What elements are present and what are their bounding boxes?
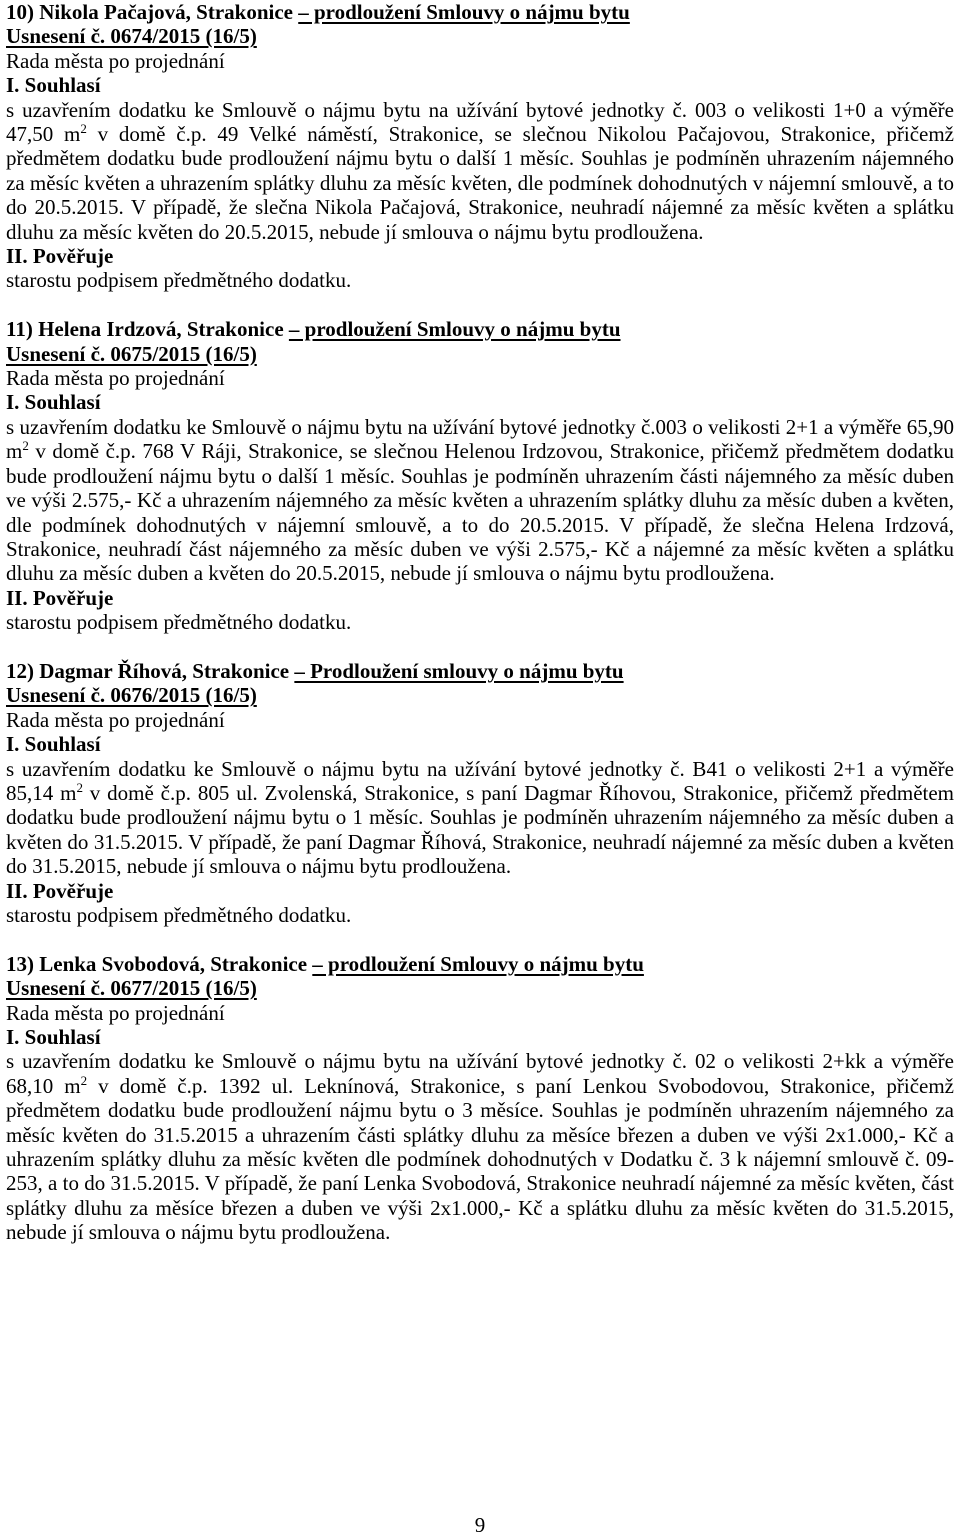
section-title: [6, 659, 954, 683]
resolution-number: Usnesení č. 0674/2015 (16/5): [6, 24, 257, 49]
resolution-section-13: [6, 952, 954, 1245]
part-two-heading: II. Pověřuje: [6, 878, 114, 903]
council-line: Rada města po projednání: [6, 366, 225, 391]
resolution-number: Usnesení č. 0675/2015 (16/5): [6, 341, 257, 366]
area-superscript: 2: [22, 438, 29, 454]
resolution-text-start: s uzavřením dodatku ke Smlouvě o nájmu bytu na užívání bytové jednotky č. 003 o velikosti 1+0 a výměře 47,50 m: [6, 97, 954, 147]
resolution-text: [6, 1049, 954, 1244]
section-title: [6, 317, 954, 341]
section-title-subject: – prodloužení Smlouvy o nájmu bytu: [288, 317, 621, 342]
part-two-text: starostu podpisem předmětného dodatku.: [6, 903, 352, 927]
section-title-subject: – Prodloužení smlouvy o nájmu bytu: [294, 658, 624, 683]
resolution-text-start: s uzavřením dodatku ke Smlouvě o nájmu bytu na užívání bytové jednotky č. 02 o velikosti 2+kk a výměře 68,10 m: [6, 1049, 954, 1098]
area-superscript: 2: [80, 121, 87, 137]
resolution-text-end: v domě č.p. 1392 ul. Leknínová, Strakonice, s paní Lenkou Svobodovou, Strakonice, přičemž předmětem dodatku bude prodloužení nájmu bytu o 3 měsíce. Souhlas je podmíněn uhrazením nájemného za měsíc květen do 31.5.2015 a uhrazením části splátky dluhu za měsíce březen a duben ve výši 2x1.000,- Kč a uhrazením splátky dluhu za měsíc květen dle podmínek dohodnutých v Dodatku č. 3 k nájemní smlouvě č. 09-253, a to do 31.5.2015. V případě, že paní Lenka Svobodová, Strakonice neuhradí nájemné za měsíc květen, část splátky dluhu za měsíce březen a duben ve výši 2x1.000,- Kč a splátku dluhu za měsíc květen do 31.5.2015, nebude jí smlouva o nájmu bytu prodloužena.: [6, 1073, 954, 1245]
resolution-text: [6, 757, 954, 879]
part-one-heading: I. Souhlasí: [6, 73, 101, 98]
section-title-subject: – prodloužení Smlouvy o nájmu bytu: [298, 0, 630, 24]
resolution-section-11: [6, 317, 954, 634]
council-line: Rada města po projednání: [6, 1000, 225, 1025]
part-one-heading: I. Souhlasí: [6, 1025, 101, 1050]
resolution-section-10: [6, 0, 954, 293]
resolution-text-start: s uzavřením dodatku ke Smlouvě o nájmu bytu na užívání bytové jednotky č. B41 o velikosti 2+1 a výměře 85,14 m: [6, 756, 954, 805]
resolution-text-end: v domě č.p. 768 V Ráji, Strakonice, se slečnou Helenou Irdzovou, Strakonice, přičemž předmětem dodatku bude prodloužení nájmu bytu o další 1 měsíc. Souhlas je podmíněn uhrazením části nájemného za měsíc duben ve výši 2.575,- Kč a uhrazením nájemného za měsíc květen a uhrazením splátky dluhu za měsíc duben a květen, dle podmínek dohodnutých v nájemní smlouvě, a to do 20.5.2015. V případě, že slečna Helena Irdzová, Strakonice, neuhradí část nájemného za měsíc duben ve výši 2.575,- Kč a nájemné za měsíc květen a splátku dluhu za měsíc duben a květen do 20.5.2015, nebude jí smlouva o nájmu bytu prodloužena.: [6, 439, 954, 586]
resolution-text-end: v domě č.p. 49 Velké náměstí, Strakonice, se slečnou Nikolou Pačajovou, Strakonice, přičemž předmětem dodatku bude prodloužení nájmu bytu o další 1 měsíc. Souhlas je podmíněn uhrazením nájemného za měsíc květen a uhrazením splátky dluhu za měsíc květen, dle podmínek dohodnutých v nájemní smlouvě, a to do 20.5.2015. V případě, že slečna Nikola Pačajová, Strakonice, neuhradí nájemné za měsíc květen a splátku dluhu za měsíc květen do 20.5.2015, nebude jí smlouva o nájmu bytu prodloužena.: [6, 122, 954, 244]
area-superscript: 2: [76, 779, 83, 795]
spacer: [6, 927, 954, 951]
resolution-number: Usnesení č. 0677/2015 (16/5): [6, 976, 257, 1001]
council-line: Rada města po projednání: [6, 707, 225, 732]
spacer: [6, 293, 954, 317]
council-line: Rada města po projednání: [6, 48, 225, 73]
section-title-name: 10) Nikola Pačajová, Strakonice: [6, 0, 299, 24]
resolution-text-start: s uzavřením dodatku ke Smlouvě o nájmu bytu na užívání bytové jednotky č.003 o velikosti 2+1 a výměře 65,90 m: [6, 414, 954, 464]
section-title-name: 12) Dagmar Říhová, Strakonice: [6, 658, 295, 683]
resolution-text: [6, 98, 954, 244]
resolution-text: [6, 415, 954, 586]
spacer: [6, 635, 954, 659]
section-title-name: 13) Lenka Svobodová, Strakonice: [6, 951, 313, 976]
part-two-text: starostu podpisem předmětného dodatku.: [6, 268, 352, 293]
part-two-heading: II. Pověřuje: [6, 585, 114, 610]
page-number: 9: [474, 1513, 486, 1537]
area-superscript: 2: [80, 1072, 88, 1088]
part-two-heading: II. Pověřuje: [6, 244, 114, 269]
resolution-number: Usnesení č. 0676/2015 (16/5): [6, 683, 257, 708]
section-title-name: 11) Helena Irdzová, Strakonice: [6, 317, 289, 342]
resolution-section-12: [6, 659, 954, 927]
section-title-subject: – prodloužení Smlouvy o nájmu bytu: [312, 951, 644, 976]
document-page: [6, 0, 954, 1245]
resolution-text-end: v domě č.p. 805 ul. Zvolenská, Strakonice, s paní Dagmar Říhovou, Strakonice, přičemž předmětem dodatku bude prodloužení nájmu bytu o 1 měsíc. Souhlas je podmíněn uhrazením nájemného za měsíc duben a květen do 31.5.2015. V případě, že paní Dagmar Říhová, Strakonice, neuhradí nájemné za měsíc duben a květen do 31.5.2015, nebude jí smlouva o nájmu bytu prodloužena.: [6, 780, 955, 879]
section-title: [6, 0, 954, 24]
part-one-heading: I. Souhlasí: [6, 390, 101, 415]
part-two-text: starostu podpisem předmětného dodatku.: [6, 610, 352, 635]
part-one-heading: I. Souhlasí: [6, 732, 101, 757]
section-title: [6, 952, 954, 976]
